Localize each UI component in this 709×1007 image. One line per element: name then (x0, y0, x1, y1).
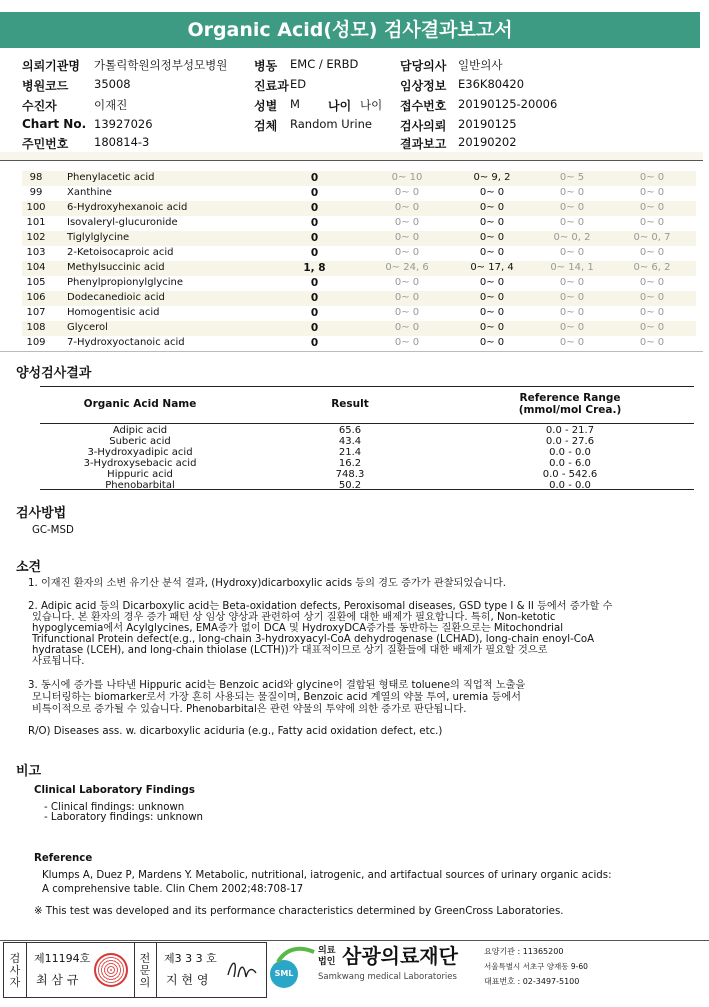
positive-reference-range: 0.0 - 0.0 (549, 480, 591, 491)
dept-label: 진료과 (254, 79, 289, 93)
row-number: 101 (26, 217, 46, 228)
analyte-name: Glycerol (67, 322, 108, 333)
positive-row (40, 425, 694, 436)
table-mid-rule (40, 423, 694, 424)
positive-analyte-result: 50.2 (338, 480, 362, 491)
reference-range-3: 0~ 0 (559, 217, 585, 228)
list-row (22, 171, 696, 186)
list-row (22, 246, 696, 261)
specialist-vertical-label: 전문의 (139, 952, 151, 989)
hospital-code-label: 병원코드 (22, 79, 69, 93)
reference-range-1: 0~ 0 (394, 337, 420, 348)
analyte-result: 0 (310, 172, 319, 184)
reference-range-2: 0~ 0 (479, 187, 505, 198)
specialist-name: 지 현 영 (166, 973, 209, 987)
reference-range-4: 0~ 6, 2 (633, 262, 671, 273)
analyte-name: Xanthine (67, 187, 112, 198)
positive-row (40, 469, 694, 480)
reference-range-1: 0~ 0 (394, 202, 420, 213)
row-number: 102 (26, 232, 46, 243)
list-divider (0, 351, 703, 352)
col-name-header: Organic Acid Name (83, 398, 197, 410)
row-number: 104 (26, 262, 46, 273)
doctor-value: 일반의사 (458, 58, 503, 72)
positive-row (40, 447, 694, 458)
table-bottom-rule (40, 489, 694, 490)
row-number: 105 (26, 277, 46, 288)
footer-rule (0, 940, 709, 941)
reference-range-4: 0~ 0 (639, 307, 665, 318)
sex-label: 성별 (254, 99, 278, 113)
examiner-vertical-label: 검사자 (9, 952, 21, 989)
analyte-result: 0 (310, 202, 319, 214)
remarks-heading: 비고 (16, 764, 42, 779)
method-heading: 검사방법 (16, 506, 67, 521)
list-row (22, 276, 696, 291)
positive-analyte-result: 16.2 (338, 458, 362, 469)
opinion-p2-line1: 2. Adipic acid 등의 Dicarboxylic acid는 Beta-oxidation defects, Peroxisomal diseases, GSD type I & II 등에서 증가할 수 (28, 601, 613, 612)
patient-label: 수진자 (22, 99, 57, 113)
signature-icon (224, 951, 260, 987)
opinion-p2-line3: hypoglycemia에서 Acylglycines, EMA증가 없이 DCA 및 HydroxyDCA증가를 동반하는 질환으로는 Mitochondrial (32, 623, 564, 634)
age-value: 나이 (360, 98, 383, 112)
analyte-result: 0 (310, 322, 319, 334)
report-value: 20190202 (458, 135, 517, 149)
analyte-name: 6-Hydroxyhexanoic acid (67, 202, 188, 213)
reference-range-3: 0~ 0 (559, 322, 585, 333)
opinion-ro: R/O) Diseases ass. w. dicarboxylic aciduria (e.g., Fatty acid oxidation defect, etc.) (28, 726, 443, 737)
reference-range-3: 0~ 0 (559, 277, 585, 288)
col-ref-unit: (mmol/mol Crea.) (518, 404, 622, 416)
reference-range-2: 0~ 0 (479, 307, 505, 318)
reference-range-1: 0~ 10 (391, 172, 423, 183)
reference-range-2: 0~ 0 (479, 247, 505, 258)
sml-logo-icon: SML (270, 960, 298, 988)
lab-note: ※ This test was developed and its performance characteristics determined by GreenCross Laboratories. (34, 906, 564, 917)
reference-range-1: 0~ 0 (394, 232, 420, 243)
hospital-code-value: 35008 (94, 77, 131, 91)
reference-range-4: 0~ 0 (639, 337, 665, 348)
reference-range-3: 0~ 14, 1 (550, 262, 594, 273)
org-english-name: Samkwang medical Laboratories (318, 972, 457, 982)
row-number: 106 (26, 292, 46, 303)
specimen-value: Random Urine (290, 117, 372, 131)
receipt-value: 20190125-20006 (458, 97, 558, 111)
opinion-p2-line2: 있습니다. 본 환자의 경우 증가 패턴 상 임상 양상과 관련하여 상기 질환에 대한 배제가 필요합니다. 특히, Non-ketotic (32, 612, 556, 623)
reference-range-4: 0~ 0 (639, 187, 665, 198)
signature-box (3, 942, 267, 998)
reference-line1: Klumps A, Duez P, Mardens Y. Metabolic, nutritional, iatrogenic, and artifactual sources of urinary organic acids: (42, 870, 612, 881)
opinion-p2-line6: 사료됩니다. (32, 656, 85, 667)
positive-reference-range: 0.0 - 21.7 (545, 425, 595, 436)
logo-swoosh-icon (276, 944, 316, 966)
analyte-name: 2-Ketoisocaproic acid (67, 247, 174, 258)
reference-range-3: 0~ 0 (559, 247, 585, 258)
reference-heading: Reference (34, 853, 93, 864)
reference-range-2: 0~ 9, 2 (473, 172, 511, 183)
clinical-findings-heading: Clinical Laboratory Findings (34, 785, 195, 796)
reference-range-2: 0~ 0 (479, 277, 505, 288)
reference-range-1: 0~ 24, 6 (385, 262, 429, 273)
positive-analyte-result: 65.6 (338, 425, 362, 436)
reference-range-3: 0~ 0, 2 (553, 232, 591, 243)
list-row (22, 186, 696, 201)
rrn-value: 180814-3 (94, 135, 150, 149)
reference-range-4: 0~ 0 (639, 277, 665, 288)
clinical-label: 임상정보 (400, 79, 447, 93)
opinion-p3-line3: 비특이적으로 증가될 수 있습니다. Phenobarbital은 관련 약물의 투약에 의한 증가로 판단됩니다. (32, 704, 467, 715)
report-label: 결과보고 (400, 137, 447, 151)
reference-range-2: 0~ 0 (479, 232, 505, 243)
analyte-result: 0 (310, 277, 319, 289)
reference-range-4: 0~ 0 (639, 322, 665, 333)
reference-range-1: 0~ 0 (394, 277, 420, 288)
list-row (22, 201, 696, 216)
list-row (22, 336, 696, 351)
laboratory-findings-line: - Laboratory findings: unknown (44, 812, 204, 823)
opinion-heading: 소견 (16, 560, 42, 575)
positive-analyte-name: 3-Hydroxysebacic acid (83, 458, 197, 469)
sex-value: M (290, 97, 300, 111)
examiner-license: 제11194호 (34, 952, 91, 965)
opinion-p2-line5: hydratase (LCEH), and long-chain thiolase (LCTH))가 대표적이므로 상기 질환들에 대한 배제가 필요할 것으로 (32, 645, 548, 656)
reference-range-2: 0~ 0 (479, 217, 505, 228)
list-row (22, 291, 696, 306)
request-label: 검사의뢰 (400, 119, 447, 133)
age-label: 나이 (328, 99, 352, 113)
reference-range-4: 0~ 0 (639, 292, 665, 303)
positive-analyte-name: Adipic acid (112, 425, 168, 436)
ward-value: EMC / ERBD (290, 57, 359, 71)
analyte-result: 0 (310, 187, 319, 199)
reference-range-4: 0~ 0 (639, 247, 665, 258)
analyte-result: 0 (310, 232, 319, 244)
doctor-label: 담당의사 (400, 59, 447, 73)
analyte-name: Isovaleryl-glucuronide (67, 217, 178, 228)
ward-label: 병동 (254, 59, 278, 73)
seal-stamp-icon (94, 953, 128, 987)
info-band (0, 152, 703, 160)
opinion-p1: 1. 이재진 환자의 소변 유기산 분석 결과, (Hydroxy)dicarboxylic acids 등의 경도 증가가 관찰되었습니다. (28, 578, 506, 589)
analyte-name: Phenylacetic acid (67, 172, 155, 183)
analyte-name: Homogentisic acid (67, 307, 160, 318)
positive-reference-range: 0.0 - 0.0 (549, 447, 591, 458)
reference-range-4: 0~ 0 (639, 217, 665, 228)
analyte-name: Tiglylglycine (67, 232, 130, 243)
table-top-rule (40, 386, 694, 387)
reference-range-2: 0~ 0 (479, 337, 505, 348)
reference-range-3: 0~ 5 (559, 172, 585, 183)
reference-range-3: 0~ 0 (559, 337, 585, 348)
positive-analyte-name: Phenobarbital (105, 480, 175, 491)
clinical-value: E36K80420 (458, 77, 525, 91)
list-row (22, 321, 696, 336)
analyte-result: 0 (310, 217, 319, 229)
reference-range-2: 0~ 0 (479, 322, 505, 333)
contact-line2: 서울특별시 서초구 양재동 9-60 (484, 962, 588, 971)
analyte-name: Methylsuccinic acid (67, 262, 165, 273)
request-value: 20190125 (458, 117, 517, 131)
row-number: 108 (26, 322, 46, 333)
positive-reference-range: 0.0 - 27.6 (545, 436, 595, 447)
list-row (22, 261, 696, 276)
chart-label: Chart No. (22, 117, 87, 131)
row-number: 103 (26, 247, 46, 258)
chart-value: 13927026 (94, 117, 153, 131)
analyte-result: 1, 8 (303, 262, 326, 274)
analyte-name: Phenylpropionylglycine (67, 277, 184, 288)
analyte-name: 7-Hydroxyoctanoic acid (67, 337, 185, 348)
reference-range-1: 0~ 0 (394, 322, 420, 333)
reference-range-4: 0~ 0 (639, 202, 665, 213)
row-number: 99 (29, 187, 43, 198)
reference-range-1: 0~ 0 (394, 307, 420, 318)
reference-range-1: 0~ 0 (394, 292, 420, 303)
examiner-name: 최 삼 규 (36, 973, 79, 987)
reference-range-3: 0~ 0 (559, 307, 585, 318)
positive-analyte-result: 21.4 (338, 447, 362, 458)
contact-line1: 요양기관 : 11365200 (484, 947, 564, 956)
row-number: 109 (26, 337, 46, 348)
org-type-line2: 법인 (318, 957, 336, 967)
list-row (22, 216, 696, 231)
positive-heading: 양성검사결과 (16, 366, 92, 381)
opinion-p3-line1: 3. 동시에 증가를 나타낸 Hippuric acid는 Benzoic acid와 glycine이 결합된 형태로 toluene의 직업적 노출을 (28, 680, 526, 691)
reference-range-3: 0~ 0 (559, 187, 585, 198)
analyte-result: 0 (310, 337, 319, 349)
col-ref-header: Reference Range (519, 392, 621, 404)
opinion-p2-line4: Trifunctional Protein defect(e.g., long-chain 3-hydroxyacyl-CoA dehydrogenase (LCHAD), long-chain enoyl-CoA (32, 634, 595, 645)
list-row (22, 306, 696, 321)
rrn-label: 주민번호 (22, 137, 69, 151)
reference-range-2: 0~ 17, 4 (470, 262, 514, 273)
row-number: 98 (29, 172, 43, 183)
reference-range-1: 0~ 0 (394, 217, 420, 228)
specialist-license: 제3 3 3 호 (164, 952, 217, 965)
receipt-label: 접수번호 (400, 99, 447, 113)
reference-range-3: 0~ 0 (559, 202, 585, 213)
reference-range-1: 0~ 0 (394, 247, 420, 258)
positive-analyte-result: 43.4 (338, 436, 362, 447)
list-row (22, 231, 696, 246)
positive-row (40, 436, 694, 447)
analyte-result: 0 (310, 292, 319, 304)
positive-row (40, 458, 694, 469)
row-number: 107 (26, 307, 46, 318)
positive-analyte-name: Hippuric acid (107, 469, 173, 480)
reference-range-4: 0~ 0, 7 (633, 232, 671, 243)
reference-range-2: 0~ 0 (479, 292, 505, 303)
positive-reference-range: 0.0 - 6.0 (549, 458, 591, 469)
report-title: Organic Acid(성모) 검사결과보고서 (0, 12, 700, 48)
positive-analyte-name: Suberic acid (109, 436, 171, 447)
org-type-line1: 의료 (318, 946, 336, 956)
row-number: 100 (26, 202, 46, 213)
reference-range-3: 0~ 0 (559, 292, 585, 303)
org-name: 삼광의료재단 (342, 944, 458, 968)
footer (0, 940, 709, 1002)
method-value: GC-MSD (32, 525, 74, 536)
institution-value: 가톨릭학원의정부성모병원 (94, 58, 228, 72)
contact-line3: 대표번호 : 02-3497-5100 (484, 977, 580, 986)
positive-analyte-result: 748.3 (335, 469, 365, 480)
clinical-findings-line: - Clinical findings: unknown (44, 802, 185, 813)
reference-range-4: 0~ 0 (639, 172, 665, 183)
analyte-result: 0 (310, 307, 319, 319)
patient-value: 이재진 (94, 98, 128, 112)
reference-range-2: 0~ 0 (479, 202, 505, 213)
reference-range-1: 0~ 0 (394, 187, 420, 198)
positive-analyte-name: 3-Hydroxyadipic acid (87, 447, 193, 458)
specimen-label: 검체 (254, 119, 278, 133)
opinion-p3-line2: 모니터링하는 biomarker로서 가장 흔히 사용되는 물질이며, Benzoic acid 계열의 약물 투여, uremia 등에서 (32, 692, 521, 703)
analyte-result: 0 (310, 247, 319, 259)
institution-label: 의뢰기관명 (22, 59, 80, 73)
dept-value: ED (290, 77, 307, 91)
analyte-name: Dodecanedioic acid (67, 292, 165, 303)
col-result-header: Result (331, 398, 369, 410)
info-divider (0, 160, 703, 161)
reference-line2: A comprehensive table. Clin Chem 2002;48:708-17 (42, 884, 304, 895)
positive-reference-range: 0.0 - 542.6 (542, 469, 598, 480)
